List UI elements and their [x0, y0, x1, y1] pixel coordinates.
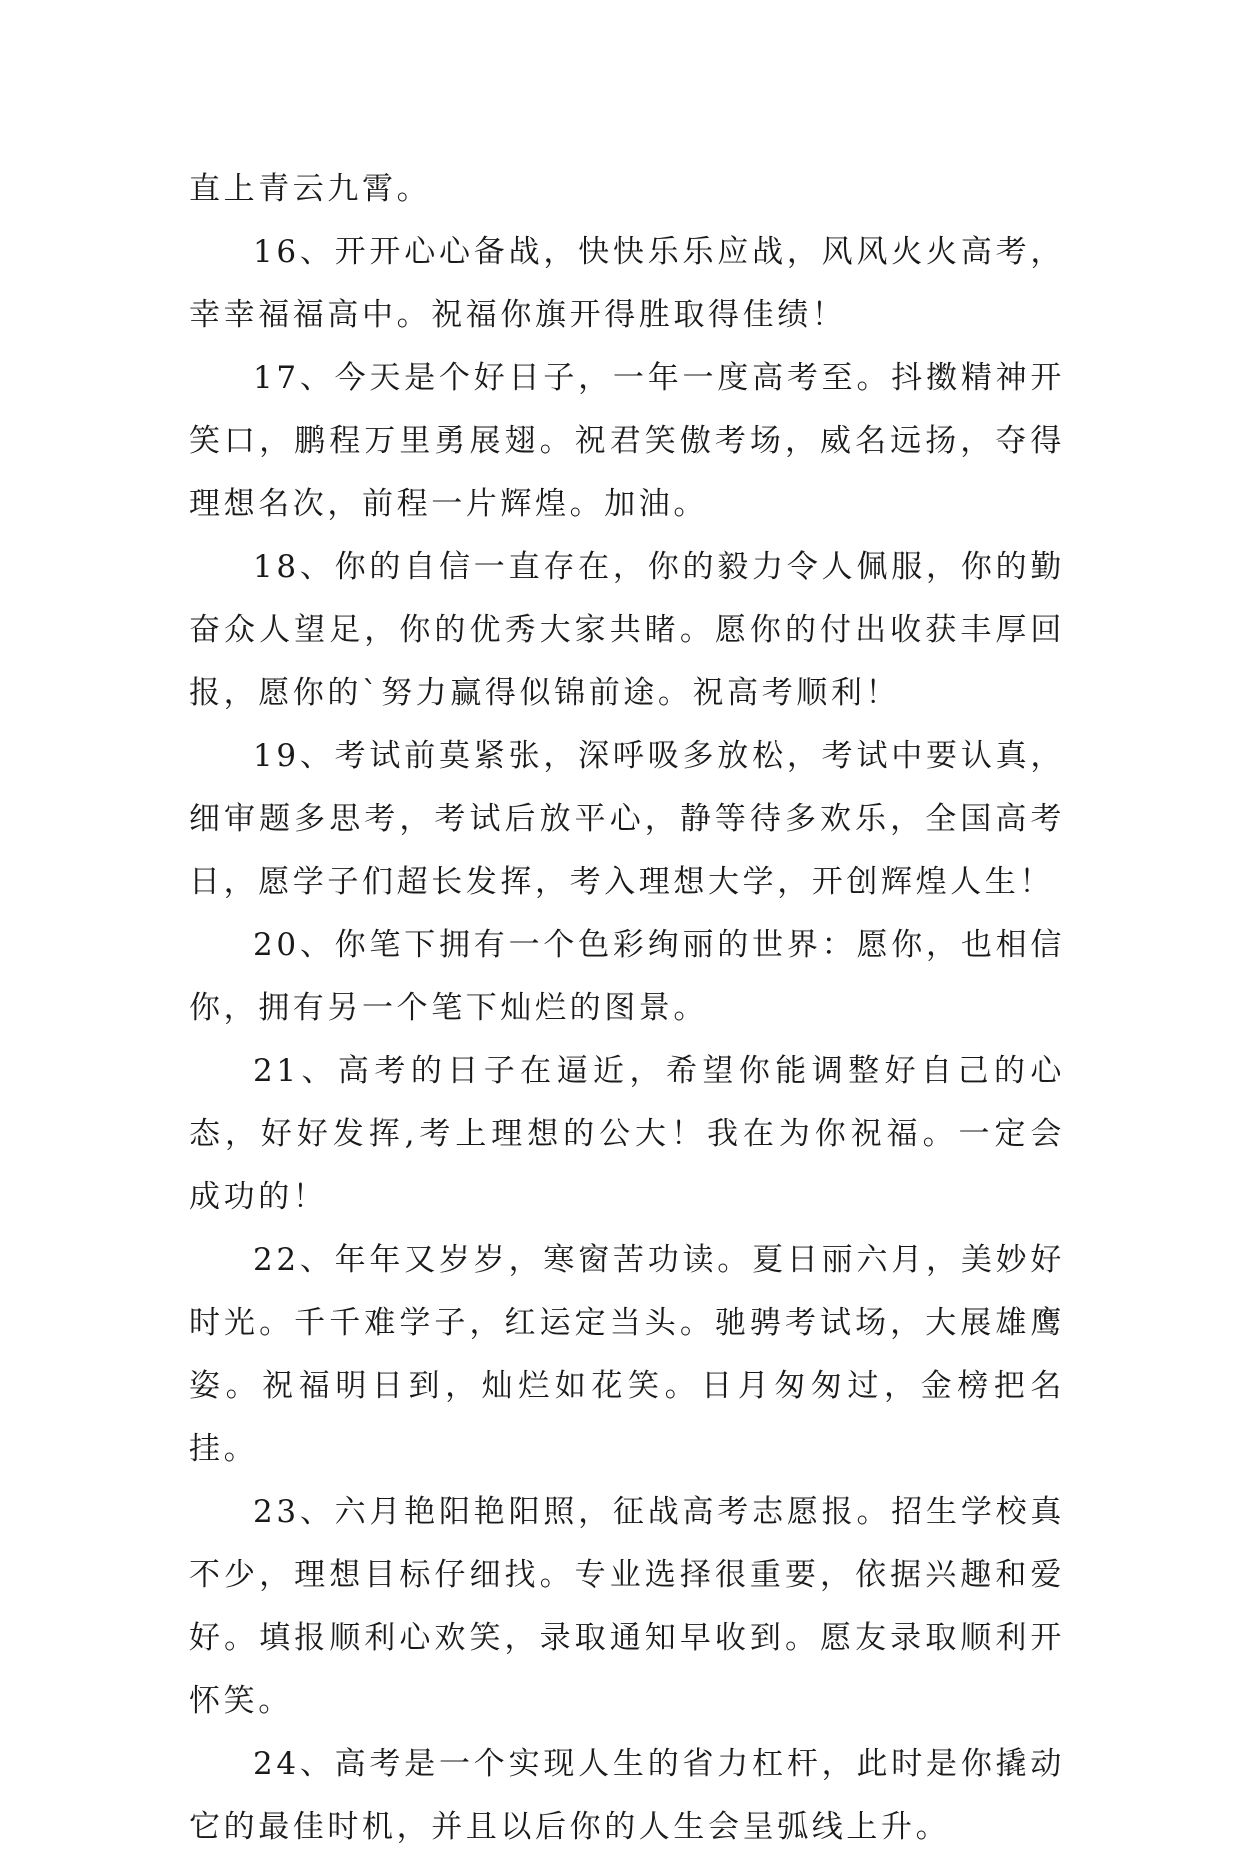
paragraph-continuation: 直上青云九霄。	[189, 171, 432, 207]
paragraph-24: 24、高考是一个实现人生的省力杠杆，此时是你撬动它的最佳时机，并且以后你的人生会呈弧线上升。	[189, 1746, 1065, 1845]
paragraph-20: 20、你笔下拥有一个色彩绚丽的世界：愿你，也相信你，拥有另一个笔下灿烂的图景。	[189, 927, 1065, 1026]
paragraph-23: 23、六月艳阳艳阳照，征战高考志愿报。招生学校真不少，理想目标仔细找。专业选择很重要，依据兴趣和爱好。填报顺利心欢笑，录取通知早收到。愿友录取顺利开怀笑。	[189, 1494, 1065, 1719]
paragraph-16: 16、开开心心备战，快快乐乐应战，风风火火高考，幸幸福福高中。祝福你旗开得胜取得佳绩！	[189, 234, 1065, 333]
paragraph-19: 19、考试前莫紧张，深呼吸多放松，考试中要认真，细审题多思考，考试后放平心，静等待多欢乐，全国高考日，愿学子们超长发挥，考入理想大学，开创辉煌人生！	[189, 738, 1065, 900]
paragraph-21: 21、高考的日子在逼近，希望你能调整好自己的心态，好好发挥,考上理想的公大！我在为你祝福。一定会成功的！	[189, 1053, 1065, 1215]
paragraph-18: 18、你的自信一直存在，你的毅力令人佩服，你的勤奋众人望足，你的优秀大家共睹。愿你的付出收获丰厚回报，愿你的`努力赢得似锦前途。祝高考顺利！	[189, 549, 1065, 711]
paragraph-22: 22、年年又岁岁，寒窗苦功读。夏日丽六月，美妙好时光。千千难学子，红运定当头。驰骋考试场，大展雄鹰姿。祝福明日到，灿烂如花笑。日月匆匆过，金榜把名挂。	[189, 1242, 1065, 1467]
document-body	[189, 158, 1065, 1859]
paragraph-17: 17、今天是个好日子，一年一度高考至。抖擞精神开笑口，鹏程万里勇展翅。祝君笑傲考场，威名远扬，夺得理想名次，前程一片辉煌。加油。	[189, 360, 1065, 522]
